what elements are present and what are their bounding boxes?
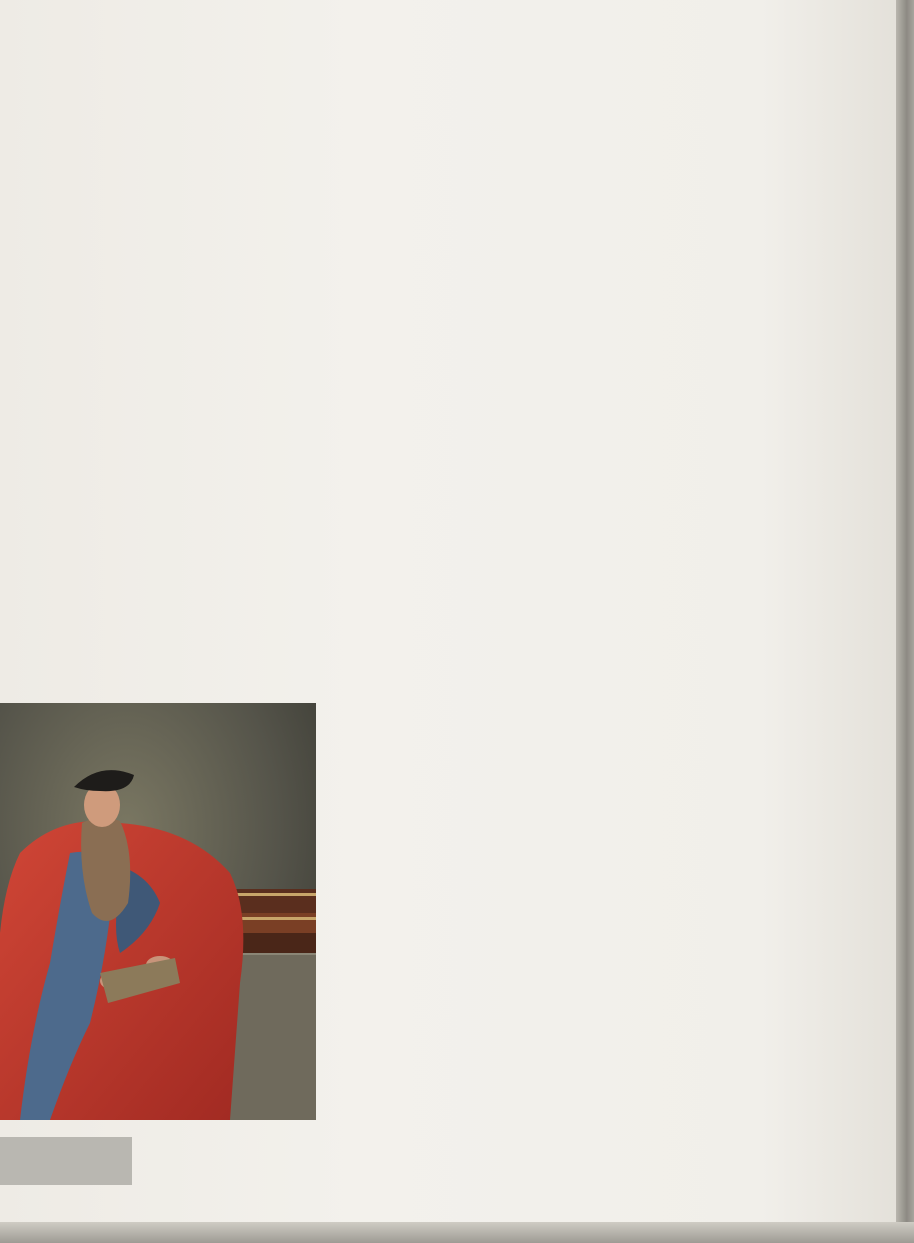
page-bottom-edge (0, 1222, 914, 1243)
book-spine (896, 0, 914, 1243)
page-number-tab (0, 1137, 132, 1185)
mendeleev-portrait (0, 703, 316, 1120)
